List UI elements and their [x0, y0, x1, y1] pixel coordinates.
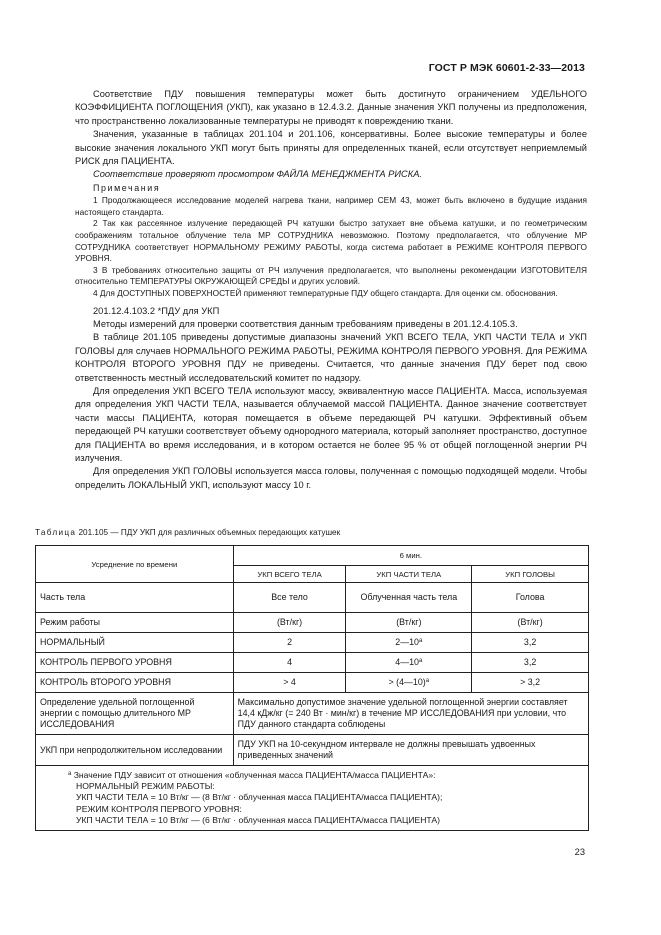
compliance-statement: Соответствие проверяют просмотром ФАЙЛА МЕНЕДЖМЕНТА РИСКА.	[93, 169, 422, 180]
table-row	[36, 633, 589, 653]
table-cell: (Вт/кг)	[233, 613, 346, 633]
averaging-value: 6 мин.	[233, 546, 588, 566]
table-cell: > 3,2	[472, 673, 589, 693]
row-label: КОНТРОЛЬ ВТОРОГО УРОВНЯ	[36, 673, 234, 693]
footnote-mark: a	[418, 638, 423, 644]
document-header: ГОСТ Р МЭК 60601-2-33—2013	[428, 62, 585, 74]
table-cell: Все тело	[233, 583, 346, 613]
paragraph: В таблице 201.105 приведены допустимые диапазоны значений УКП ВСЕГО ТЕЛА, УКП ЧАСТИ ТЕЛА и УКП ГОЛОВЫ для случаев НОРМАЛЬНОГО РЕЖИМА РАБОТЫ, РЕЖИМА КОНТРОЛЯ ПЕРВОГО УРОВНЯ. Для РЕЖИМА КОНТРОЛЯ ВТОРОГО УРОВНЯ ПДУ не приведены. Считается, что данные значения ПДУ берет под свою ответственность местный исследовательский комитет по надзору.	[75, 332, 587, 383]
paragraph: Для определения УКП ГОЛОВЫ используется масса головы, полученная с помощью подходящей модели. Чтобы определить ЛОКАЛЬНЫЙ УКП, используют массу 10 г.	[75, 466, 587, 490]
row-label: Часть тела	[36, 583, 234, 613]
paragraph: Значения, указанные в таблицах 201.104 и 201.106, консервативны. Более высокие температуры и более высокие значения локального УКП могут быть приняты для определенных тканей, если отсутствует неприемлемый РИСК для ПАЦИЕНТА.	[75, 129, 587, 167]
cell-value: > (4—10)	[388, 677, 426, 687]
table-footnote	[36, 766, 589, 831]
note-item: 2 Так как рассеянное излучение передающей РЧ катушки быстро затухает вне объема катушки, и по геометрическим соображениям тотальное облучение тела МР СОТРУДНИКА невозможно. Поэтому предполагается, что облучение МР СОТРУДНИКА соответствует НОРМАЛЬНОМУ РЕЖИМУ РАБОТЫ, когда система работает в РЕЖИМЕ КОНТРОЛЯ ПЕРВОГО УРОВНЯ.	[75, 218, 587, 264]
note-item: 1 Продолжающееся исследование моделей нагрева ткани, например CEM 43, может быть включено в будущие издания настоящего стандарта.	[75, 195, 587, 217]
footnote-mark: a	[425, 678, 430, 684]
row-label: КОНТРОЛЬ ПЕРВОГО УРОВНЯ	[36, 653, 234, 673]
body-text	[75, 88, 587, 492]
table-caption-word: Таблица	[35, 528, 77, 537]
table-cell: (Вт/кг)	[346, 613, 472, 633]
col-header-partial-body: УКП ЧАСТИ ТЕЛА	[346, 566, 472, 583]
cell-value: 2—10	[395, 637, 419, 647]
note-item: 4 Для ДОСТУПНЫХ ПОВЕРХНОСТЕЙ применяют температурные ПДУ общего стандарта. Для оценки см. обоснования.	[93, 288, 558, 298]
table-cell: > 4	[233, 673, 346, 693]
table-row	[36, 653, 589, 673]
footnote-mark: a	[68, 771, 72, 777]
table-cell: Облученная часть тела	[346, 583, 472, 613]
cell-value: 4—10	[395, 657, 419, 667]
sar-limits-table	[35, 545, 589, 831]
footnote-mark: a	[418, 658, 423, 664]
table-cell: Голова	[472, 583, 589, 613]
table-cell: ПДУ УКП на 10-секундном интервале не должны превышать удвоенных приведенных значений	[233, 735, 588, 766]
table-cell: 3,2	[472, 653, 589, 673]
footnote-line: НОРМАЛЬНЫЙ РЕЖИМ РАБОТЫ:	[76, 781, 215, 792]
row-label: НОРМАЛЬНЫЙ	[36, 633, 234, 653]
footnote-text: Значение ПДУ зависит от отношения «облученная масса ПАЦИЕНТА/масса ПАЦИЕНТА»:	[73, 770, 436, 780]
notes-heading: Примечания	[93, 182, 161, 193]
note-item: 3 В требованиях относительно защиты от РЧ излучения предполагается, что выполнены рекомендации ИЗГОТОВИТЕЛЯ относительно ТЕМПЕРАТУРЫ ОКРУЖАЮЩЕЙ СРЕДЫ и других условий.	[75, 264, 587, 287]
paragraph: Методы измерений для проверки соответствия данным требованиям приведены в 201.12.4.105.3.	[93, 319, 518, 329]
table-cell: 4	[233, 653, 346, 673]
footnote-line: УКП ЧАСТИ ТЕЛА = 10 Вт/кг — (8 Вт/кг · облученная масса ПАЦИЕНТА/масса ПАЦИЕНТА);	[76, 792, 443, 803]
table-cell	[346, 653, 472, 673]
section-heading: 201.12.4.103.2 *ПДУ для УКП	[93, 305, 220, 316]
table-cell: Максимально допустимое значение удельной поглощенной энергии составляет 14,4 кДж/кг (= 240 Вт · мин/кг) в течение МР ИССЛЕДОВАНИЯ при условии, что ПДУ данного стандарта соблюдены	[233, 693, 588, 735]
paragraph: Для определения УКП ВСЕГО ТЕЛА используют массу, эквивалентную массе ПАЦИЕНТА. Масса, используемая для определения УКП ЧАСТИ ТЕЛА, называется облучаемой массой ПАЦИЕНТА. Данное значение соответствует части массы ПАЦИЕНТА, которая помещается в объеме передающей РЧ катушки. Эффективный объем передающей РЧ катушки соответствует объему однородного материала, который заполняет пространство, доступное для ПАЦИЕНТА во время исследования, и в котором остается не более 95 % от общей поглощенной энергии РЧ излучения.	[75, 386, 587, 464]
row-label: УКП при непродолжительном исследовании	[36, 735, 234, 766]
footnote-line: УКП ЧАСТИ ТЕЛА = 10 Вт/кг — (6 Вт/кг · облученная масса ПАЦИЕНТА/масса ПАЦИЕНТА)	[76, 814, 440, 825]
table-cell	[346, 633, 472, 653]
paragraph: Соответствие ПДУ повышения температуры может быть достигнуто ограничением УДЕЛЬНОГО КОЭФФИЦИЕНТА ПОГЛОЩЕНИЯ (УКП), как указано в 12.4.3.2. Данные значения УКП получены из предположения, что пространственно локализованные температуры не приводят к повреждению ткани.	[75, 89, 587, 126]
table-caption	[35, 528, 340, 537]
footnote-line	[68, 770, 582, 781]
row-label: Режим работы	[36, 613, 234, 633]
averaging-label: Усреднение по времени	[36, 546, 234, 583]
page-number: 23	[574, 847, 585, 857]
table-cell: 2	[233, 633, 346, 653]
row-label: Определение удельной поглощенной энергии с помощью длительного МР ИССЛЕДОВАНИЯ	[36, 693, 234, 735]
table-cell: (Вт/кг)	[472, 613, 589, 633]
table-cell: 3,2	[472, 633, 589, 653]
col-header-whole-body: УКП ВСЕГО ТЕЛА	[233, 566, 346, 583]
table-caption-text: 201.105 — ПДУ УКП для различных объемных передающих катушек	[78, 528, 341, 537]
col-header-head: УКП ГОЛОВЫ	[472, 566, 589, 583]
footnote-line: РЕЖИМ КОНТРОЛЯ ПЕРВОГО УРОВНЯ:	[76, 803, 242, 814]
table-cell	[346, 673, 472, 693]
table-row	[36, 673, 589, 693]
